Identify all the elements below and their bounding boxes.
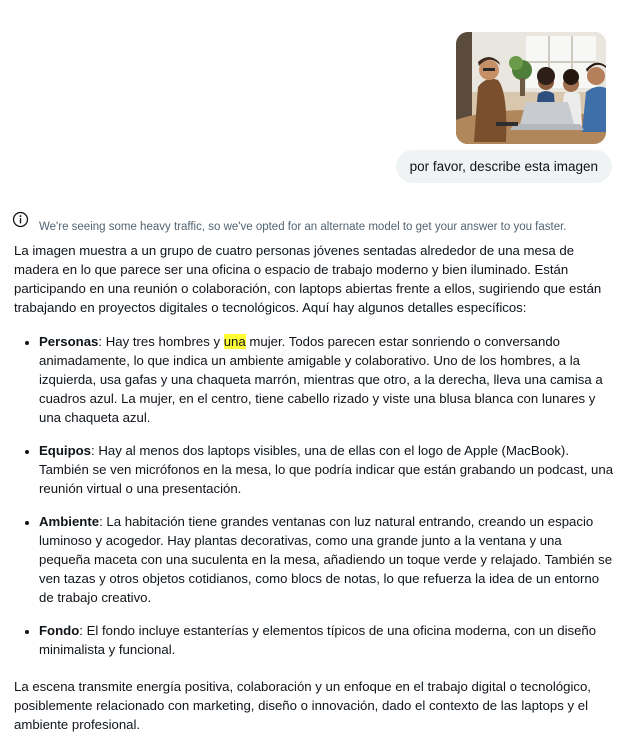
notice-text: We're seeing some heavy traffic, so we've opted for an alternate model to get your answer to you faster.: [39, 221, 567, 233]
user-message-text: por favor, describe esta imagen: [409, 159, 598, 174]
answer-intro: La imagen muestra a un grupo de cuatro personas jóvenes sentadas alrededor de una mesa de madera en lo que parece ser una oficina o espacio de trabajo moderno y bien iluminado. Están participando en una reunión o colaboración, con laptops abiertas frente a ellos, sugiriendo que están trabajando en proyectos digitales o tecnológicos. Aquí hay algunos detalles específicos:: [14, 243, 602, 315]
highlighted-word: una: [223, 334, 246, 349]
list-item-text: mujer. Todos parecen estar sonriendo o conversando animadamente, lo que indica un ambiente amigable y colaborativo. Uno de los hombres, a la izquierda, usa gafas y una chaqueta marrón, mientras que otro, a la derecha, lleva una camisa a cuadros azul. La mujer, en el centro, tiene cabello rizado y viste una blusa blanca con lunares y una chaqueta azul.: [39, 334, 603, 425]
list-item-title: Ambiente: [39, 514, 100, 529]
list-item-personas: [39, 332, 614, 427]
list-item-ambiente: [39, 512, 614, 607]
list-item-text: : Hay tres hombres y: [98, 334, 224, 349]
info-circle-icon: [12, 211, 29, 228]
list-item-fondo: [39, 621, 614, 659]
list-item-equipos: [39, 441, 614, 498]
user-message-bubble: [396, 150, 612, 183]
list-item-title: Equipos: [39, 443, 92, 458]
list-item-title: Personas: [39, 334, 99, 349]
list-item-text: : La habitación tiene grandes ventanas con luz natural entrando, creando un espacio luminoso y acogedor. Hay plantas decorativas, como una grande junto a la ventana y una pequeña maceta con una suculenta en la mesa, añadiendo un toque verde y relajado. También se ven tazas y otros objetos cotidianos, como blocs de notas, lo que refuerza la idea de un entorno de trabajo creativo.: [39, 514, 613, 605]
list-item-text: : Hay al menos dos laptops visibles, una de ellas con el logo de Apple (MacBook). También se ven micrófonos en la mesa, lo que podría indicar que están grabando un podcast, una reunión virtual o una presentación.: [39, 443, 614, 496]
office-meeting-photo: [456, 32, 606, 144]
assistant-answer: [14, 241, 614, 749]
answer-outro: La escena transmite energía positiva, colaboración y un enfoque en el trabajo digital o tecnológico, posiblemente relacionado con marketing, diseño o innovación, dado el contexto de las laptops y el ambiente profesional.: [14, 679, 591, 732]
list-item-text: : El fondo incluye estanterías y elementos típicos de una oficina moderna, con un diseño minimalista y funcional.: [39, 623, 597, 657]
list-item-title: Fondo: [39, 623, 80, 638]
traffic-notice: [12, 211, 567, 233]
user-attached-image[interactable]: [456, 32, 606, 144]
answer-details-list: [14, 332, 614, 659]
